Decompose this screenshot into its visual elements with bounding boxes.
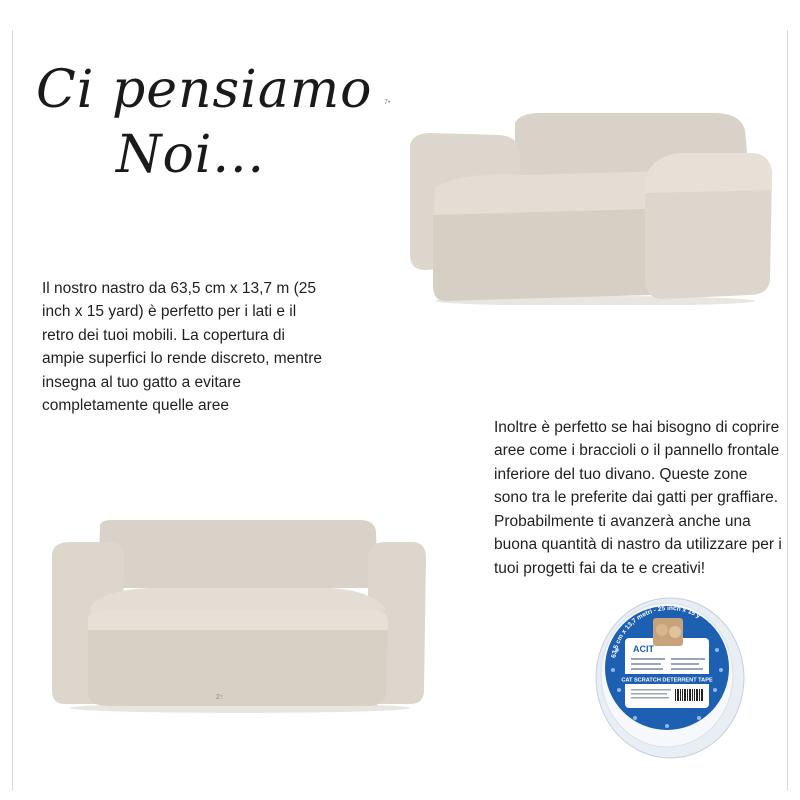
title-line-1: Ci pensiamo (36, 60, 373, 120)
tape-brand: ACIT (633, 644, 654, 654)
image-mark-bottom: 2↑ (216, 694, 224, 701)
tape-roll-image (595, 590, 745, 760)
sofa-image-bottom (50, 518, 430, 713)
paragraph-2: Inoltre è perfetto se hai bisogno di coprire aree come i braccioli o il pannello frontale inferiore del tuo divano. Queste zone sono tra le preferite dai gatti per graffiare. Probabilmente ti avanzerà anche una buona quantità di nastro da utilizzare per i tuoi progetti fai da te e creativi! (494, 418, 782, 577)
title-line-2: Noi... (116, 125, 266, 185)
sofa-image-top (405, 105, 775, 305)
page-title (36, 60, 372, 190)
tape-ring-text: 63,5 cm x 13,7 metri - 25 inch x 15 y (610, 604, 702, 659)
paragraph-1: Il nostro nastro da 63,5 cm x 13,7 m (25 inch x 15 yard) è perfetto per i lati e il retro dei tuoi mobili. La copertura di ampie superfici lo rende discreto, mentre insegna al tuo gatto a evitare completamente quelle aree (42, 279, 322, 414)
tape-label-band: CAT SCRATCH DETERRENT TAPE (621, 677, 713, 684)
image-mark-top: 7• (384, 99, 391, 106)
